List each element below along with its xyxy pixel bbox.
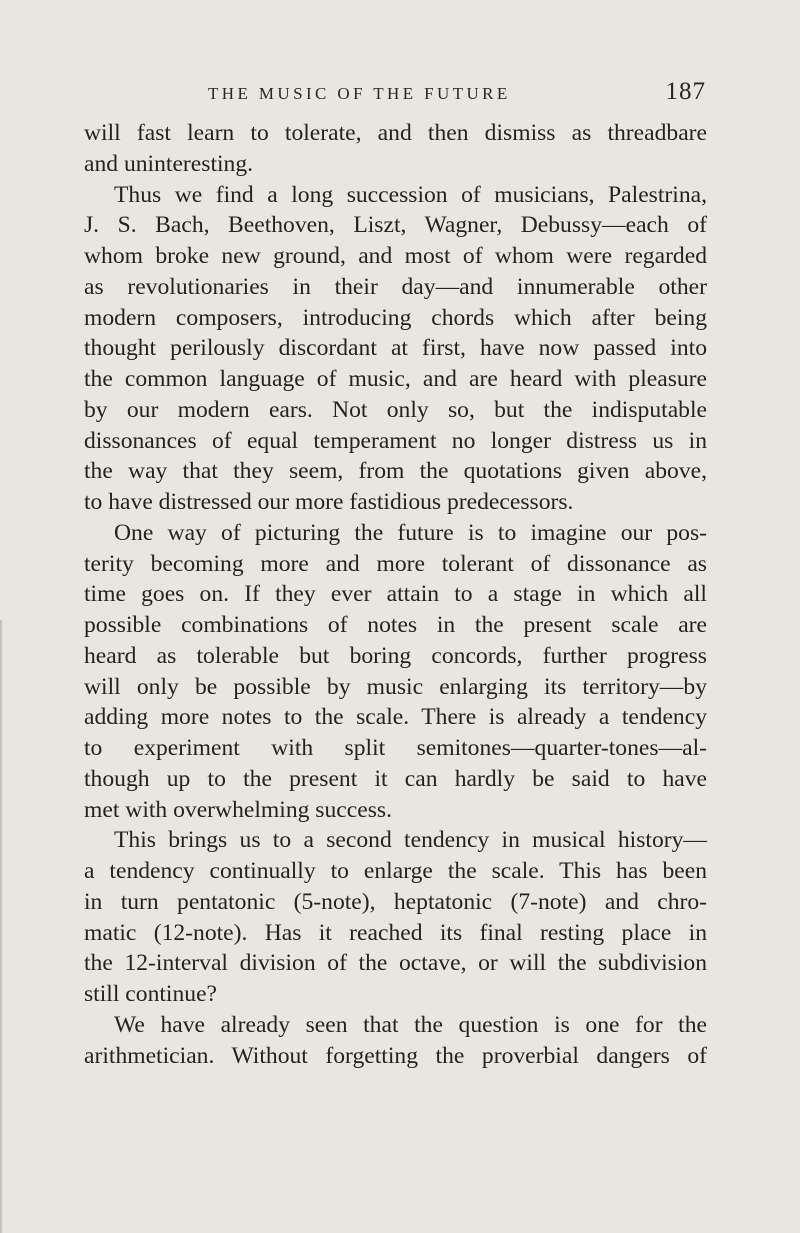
text-line: the 12-interval division of the octave, or will the subdivision [84, 950, 707, 977]
text-line: J. S. Bach, Beethoven, Liszt, Wagner, Debussy—each of [84, 212, 707, 239]
text-line: One way of picturing the future is to imagine our pos- [114, 519, 707, 546]
text-line: This brings us to a second tendency in musical history— [114, 827, 707, 854]
text-line: in turn pentatonic (5-note), heptatonic (7-note) and chro- [84, 888, 707, 915]
text-line: matic (12-note). Has it reached its final resting place in [84, 919, 707, 946]
text-line: to experiment with split semitones—quarter-tones—al- [84, 735, 707, 761]
text-line: by our modern ears. Not only so, but the indisputable [84, 396, 707, 423]
text-line: and uninteresting. [84, 150, 254, 177]
page-number: 187 [665, 78, 706, 105]
text-line: modern composers, introducing chords which after being [84, 304, 707, 331]
text-line: the way that they seem, from the quotations given above, [84, 458, 707, 485]
text-line: met with overwhelming success. [84, 796, 392, 823]
text-line: thought perilously discordant at first, have now passed into [84, 335, 707, 362]
text-line: arithmetician. Without forgetting the proverbial dangers of [84, 1042, 707, 1069]
text-line: a tendency continually to enlarge the scale. This has been [84, 858, 707, 884]
page-header [208, 78, 706, 108]
text-line: adding more notes to the scale. There is already a tendency [84, 704, 707, 731]
page-edge-shadow [0, 620, 3, 1233]
running-head: THE MUSIC OF THE FUTURE [208, 84, 511, 103]
text-line: possible combinations of notes in the present scale are [84, 612, 707, 638]
text-line: will fast learn to tolerate, and then dismiss as threadbare [84, 120, 707, 146]
text-line: We have already seen that the question is one for the [114, 1011, 707, 1038]
text-line: as revolutionaries in their day—and innumerable other [84, 273, 707, 300]
body-text [84, 118, 707, 1071]
text-line: time goes on. If they ever attain to a stage in which all [84, 581, 707, 608]
text-line: will only be possible by music enlarging its territory—by [84, 673, 707, 700]
text-line: heard as tolerable but boring concords, further progress [84, 642, 707, 669]
text-line: dissonances of equal temperament no longer distress us in [84, 427, 707, 454]
text-line: still continue? [84, 981, 218, 1007]
text-line: whom broke new ground, and most of whom were regarded [84, 243, 707, 269]
text-line: Thus we find a long succession of musicians, Palestrina, [114, 181, 707, 208]
text-line: to have distressed our more fastidious predecessors. [84, 489, 574, 515]
text-line: the common language of music, and are heard with pleasure [84, 366, 707, 392]
text-line: terity becoming more and more tolerant of dissonance as [84, 550, 707, 577]
text-line: though up to the present it can hardly be said to have [84, 765, 707, 792]
